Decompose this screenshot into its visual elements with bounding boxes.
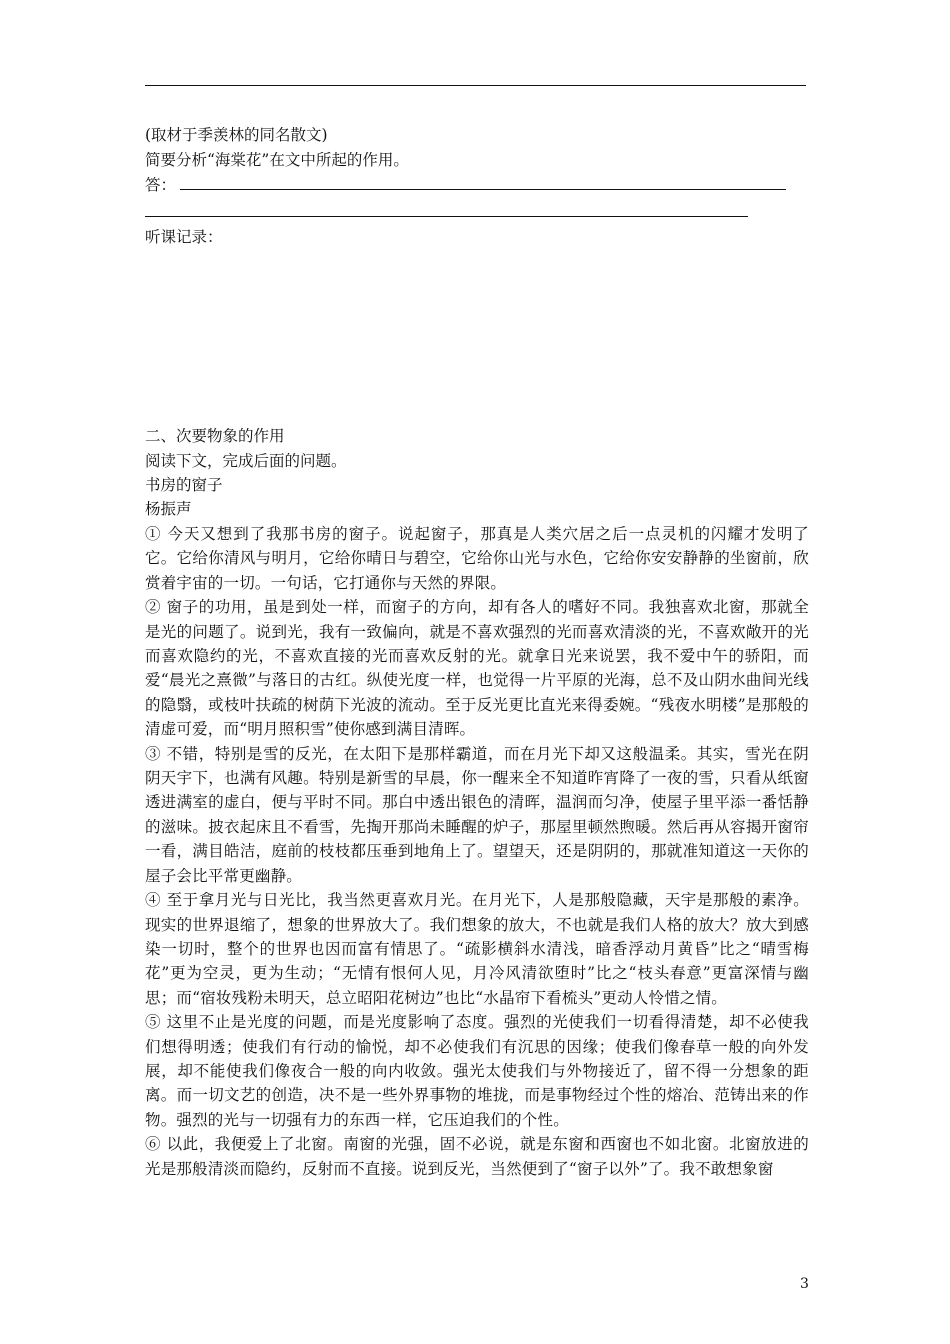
essay-paragraph-4: ④ 至于拿月光与日光比，我当然更喜欢月光。在月光下，人是那般隐藏，天宇是那般的素净。现实的世界退缩了，想象的世界放大了。我们想象的放大，不也就是我们人格的放大？放大到感染一切时，整个的世界也因而富有情思了。“疏影横斜水清浅，暗香浮动月黄昏”比之“晴雪梅花”更为空灵，更为生动；“无情有恨何人见，月冷风清欲堕时”比之“枝头春意”更富深情与幽思；而“宿妆残粉未明天，总立昭阳花树边”也比“水晶帘下看梳头”更动人怜惜之情。 <box>145 891 809 1007</box>
question-text: 简要分析“海棠花”在文中所起的作用。 <box>145 151 409 169</box>
essay-paragraph-5: ⑤ 这里不止是光度的问题，而是光度影响了态度。强烈的光使我们一切看得清楚，却不必使我们想得明透；使我们有行动的愉悦，却不必使我们有沉思的因缘；使我们像春草一般的向外发展，却不能使我们像夜合一般的向内收敛。强光太使我们与外物接近了，留不得一分想象的距离。而一切文艺的创造，决不是一些外界事物的堆拢，而是事物经过个性的熔冶、范铸出来的作物。强烈的光与一切强有力的东西一样，它压迫我们的个性。 <box>145 1013 809 1129</box>
page-number: 3 <box>800 1276 809 1292</box>
answer-label: 答： <box>145 176 177 194</box>
essay-paragraph-3: ③ 不错，特别是雪的反光，在太阳下是那样霸道，而在月光下却又这般温柔。其实，雪光在阴阴天宇下，也满有风趣。特别是新雪的早晨，你一醒来全不知道昨宵降了一夜的雪，只看从纸窗透进满室的虚白，便与平时不同。那白中透出银色的清晖，温润而匀净，使屋子里平添一番恬静的滋味。披衣起床且不看雪，先掏开那尚未睡醒的炉子，那屋里顿然煦暖。然后再从容揭开窗帘一看，满目皓洁，庭前的枝枝都压垂到地角上了。望望天，还是阴阴的，那就准知道这一天你的屋子会比平常更幽静。 <box>145 744 809 885</box>
essay-author: 杨振声 <box>145 500 192 518</box>
essay-paragraph-6: ⑥ 以此，我便爱上了北窗。南窗的光强，固不必说，就是东窗和西窗也不如北窗。北窗放进的光是那般清淡而隐约，反射而不直接。说到反光，当然便到了“窗子以外”了。我不敢想象窗 <box>145 1135 809 1178</box>
essay-title: 书房的窗子 <box>145 476 223 494</box>
section-title: 二、次要物象的作用 <box>145 427 285 445</box>
answer-line <box>145 174 786 196</box>
essay-body <box>145 522 809 1181</box>
notes-label: 听课记录： <box>145 228 223 246</box>
top-answer-line <box>145 85 806 86</box>
answer-continuation-line <box>145 216 748 217</box>
essay-paragraph-1: ① 今天又想到了我那书房的窗子。说起窗子，那真是人类穴居之后一点灵机的闪耀才发明了它。它给你清风与明月，它给你晴日与碧空，它给你山光与水色，它给你安安静静的坐窗前，欣赏着宇宙的一切。一句话，它打通你与天然的界限。 <box>145 525 809 592</box>
instruction-text: 阅读下文，完成后面的问题。 <box>145 452 347 470</box>
answer-blank[interactable] <box>180 175 786 190</box>
essay-paragraph-2: ② 窗子的功用，虽是到处一样，而窗子的方向，却有各人的嗜好不同。我独喜欢北窗，那就全是光的问题了。说到光，我有一致偏向，就是不喜欢强烈的光而喜欢清淡的光，不喜欢敞开的光而喜欢隐约的光，不喜欢直接的光而喜欢反射的光。就拿日光来说罢，我不爱中午的骄阳，而爱“晨光之熹微”与落日的古红。纵使光度一样，也觉得一片平原的光海，总不及山阴水曲间光线的隐翳，或枝叶扶疏的树荫下光波的流动。至于反光更比直光来得委婉。“残夜水明楼”是那般的清虚可爱，而“明月照积雪”使你感到满目清晖。 <box>145 598 809 739</box>
source-note: (取材于季羡林的同名散文) <box>145 126 328 144</box>
